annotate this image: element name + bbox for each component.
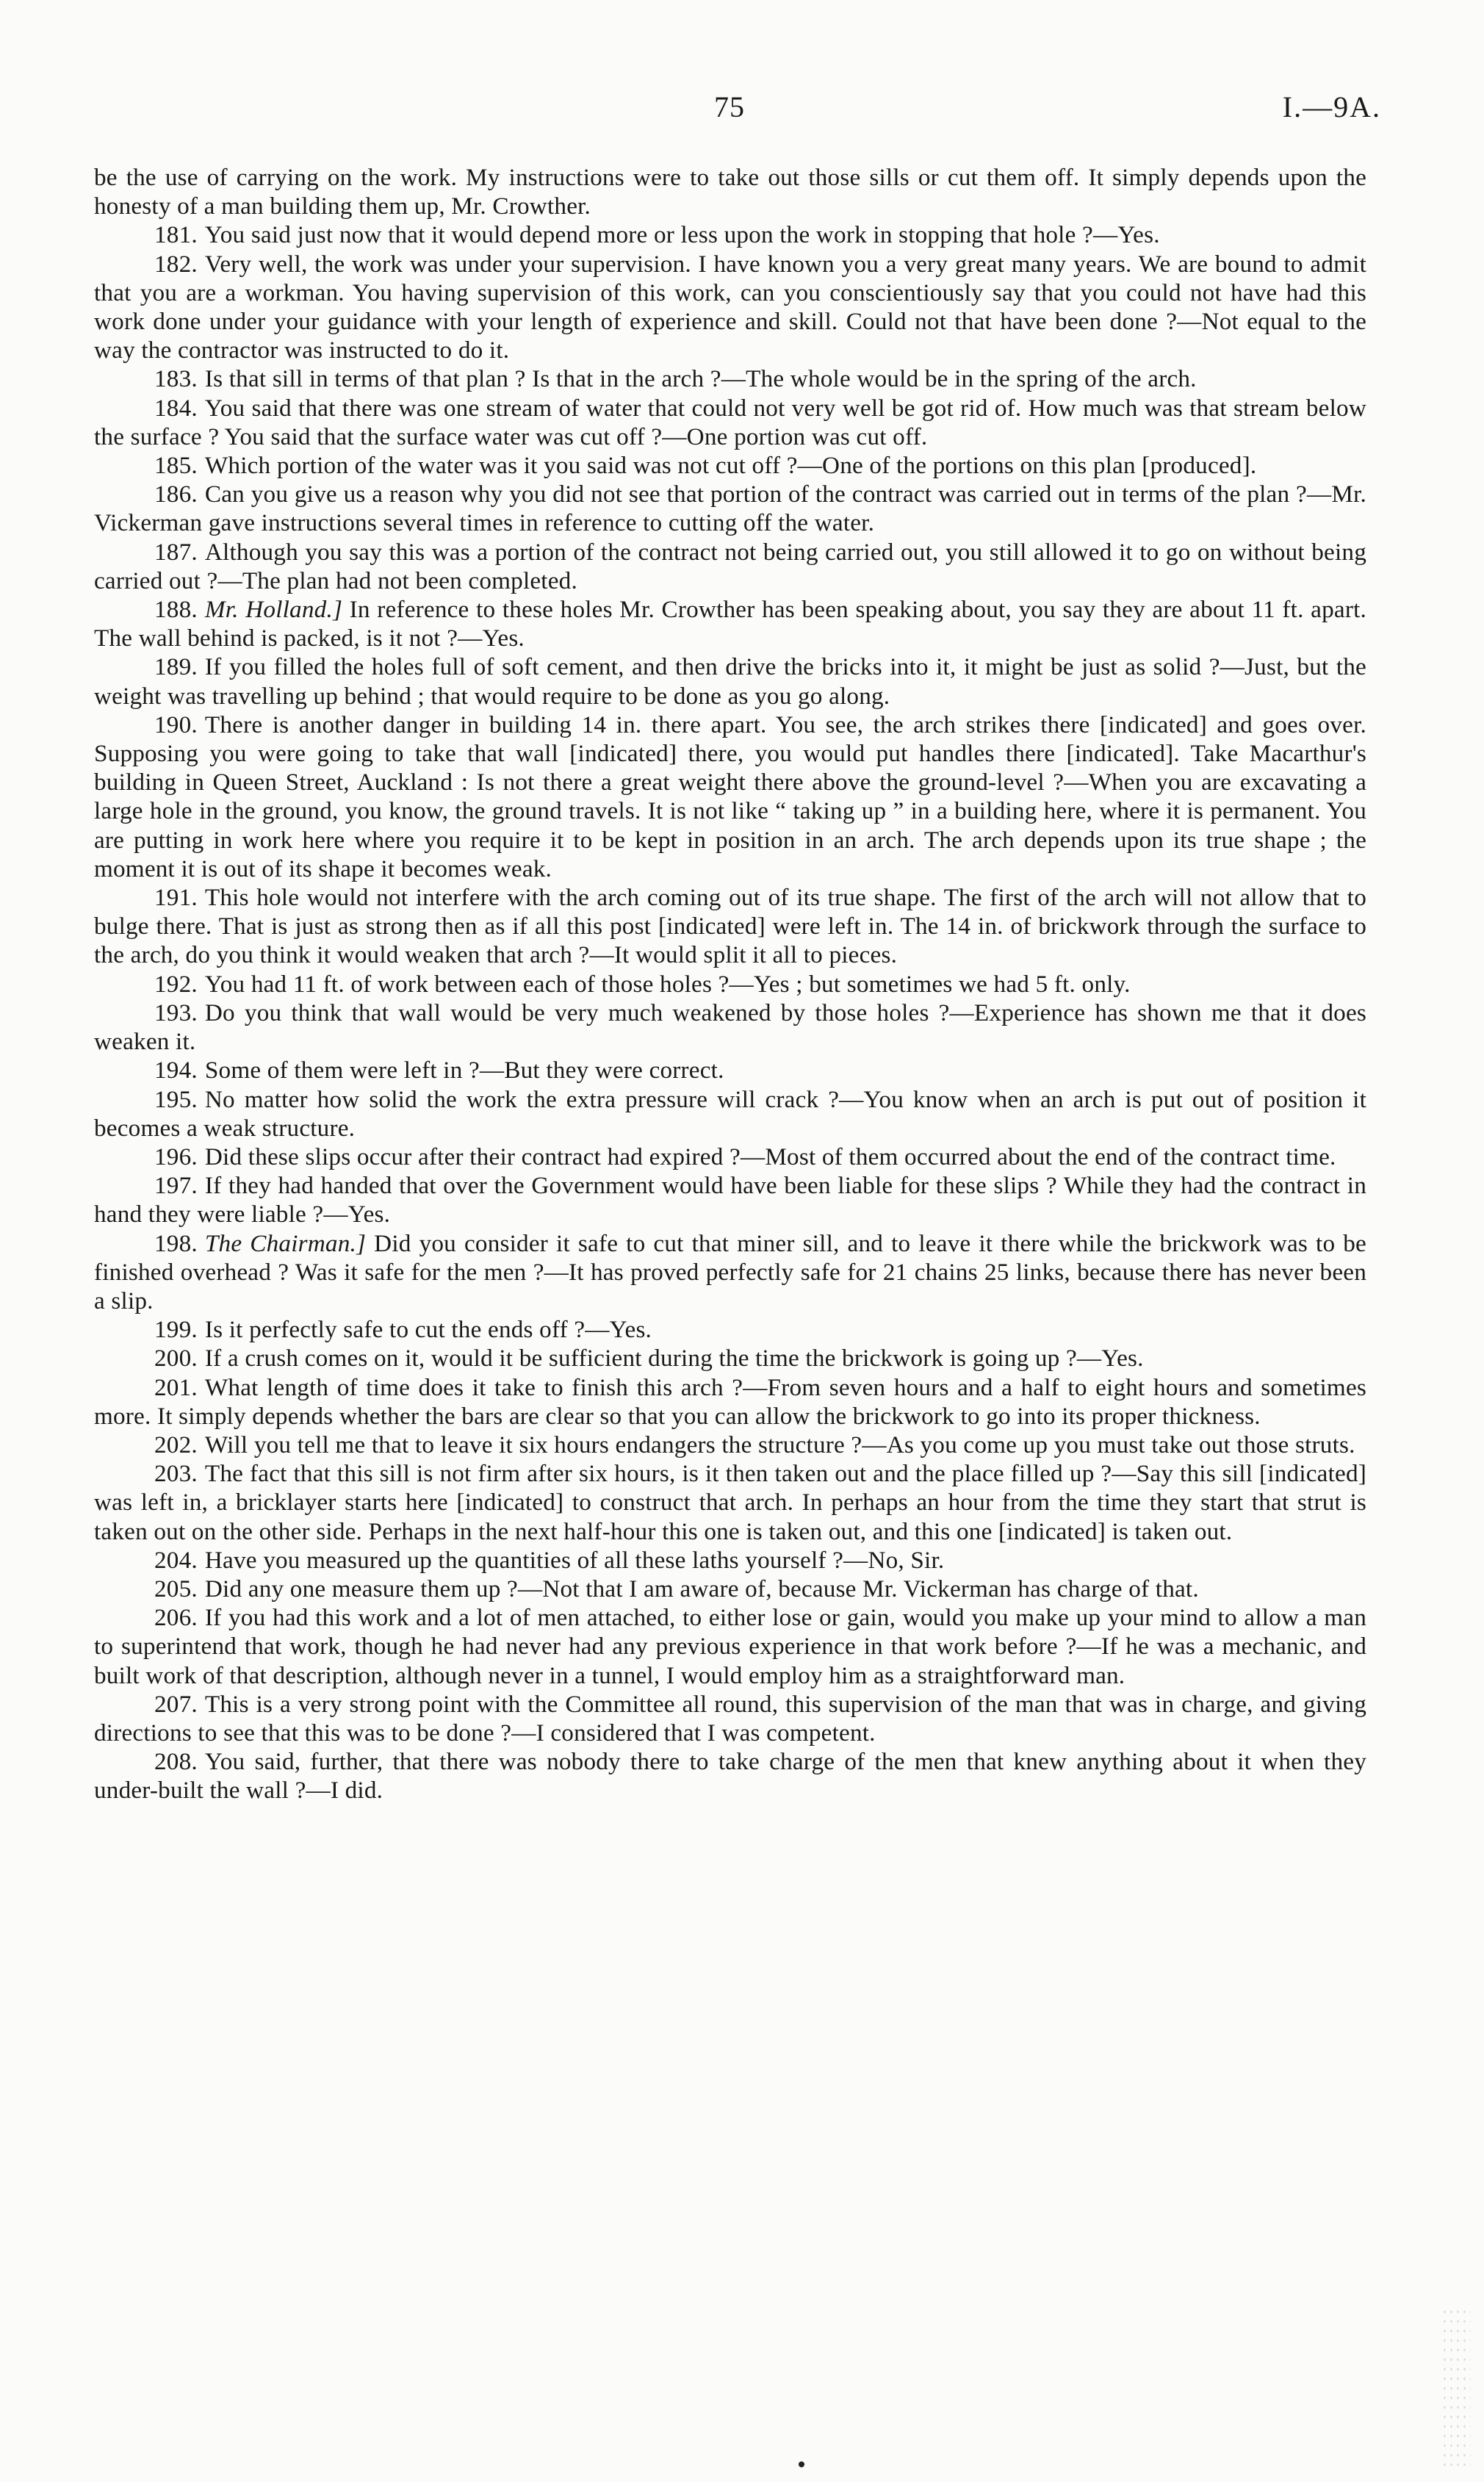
- paragraph-text: Have you measured up the quantities of all these laths yourself ?—No, Sir.: [204, 1546, 945, 1574]
- question-number: 204.: [154, 1546, 198, 1574]
- paragraph-text: Which portion of the water was it you said was not cut off ?—One of the portions on this plan [produced].: [204, 452, 1257, 480]
- question-number: 193.: [154, 999, 198, 1026]
- question-answer-paragraph: [94, 1603, 1366, 1690]
- paragraph-text: Do you think that wall would be very much weakened by those holes ?—Experience has shown me that it does weaken it.: [94, 999, 1366, 1056]
- question-number: 206.: [154, 1604, 198, 1632]
- question-number: 189.: [154, 653, 198, 681]
- question-answer-paragraph: [94, 394, 1366, 451]
- paragraph-text: You said, further, that there was nobody there to take charge of the men that knew anything about it when they under-built the wall ?—I did.: [94, 1748, 1366, 1805]
- question-answer-paragraph: [94, 451, 1366, 480]
- page-number: 75: [714, 90, 745, 123]
- question-number: 194.: [154, 1057, 198, 1084]
- paragraph-text: In reference to these holes Mr. Crowther has been speaking about, you say they are about 11 ft. apart. The wall behind is packed, is it not ?—Yes.: [94, 596, 1366, 652]
- paragraph-text: The fact that this sill is not firm after six hours, is it then taken out and the place filled up ?—Say this sill [indicated] was left in, a bricklayer starts here [indicated] to construct that arch. In perhaps an hour from the time they start that strut is taken out on the other side. Perhaps in the next half-hour this one is taken out, and this one [indicated] is taken out.: [94, 1460, 1366, 1545]
- question-number: 201.: [154, 1373, 198, 1401]
- paragraph-text: What length of time does it take to finish this arch ?—From seven hours and a half to eight hours and sometimes more. It simply depends whether the bars are clear so that you can allow the brickwork to go into its proper thickness.: [94, 1373, 1366, 1430]
- question-number: 198.: [154, 1229, 198, 1257]
- paragraph-text: Did you consider it safe to cut that miner sill, and to leave it there while the brickwork was to be finished overhead ? Was it safe for the men ?—It has proved perfectly safe for 21 chains 25 links, because there has never been a slip.: [94, 1229, 1366, 1314]
- question-answer-paragraph: [94, 1315, 1366, 1344]
- scan-speckle: [1441, 2307, 1471, 2469]
- paragraph-text: You had 11 ft. of work between each of those holes ?—Yes ; but sometimes we had 5 ft. only.: [204, 970, 1131, 998]
- paragraph-text: You said that there was one stream of water that could not very well be got rid of. How much was that stream below the surface ? You said that the surface water was cut off ?—One portion was cut off.: [94, 394, 1366, 450]
- question-number: 200.: [154, 1345, 198, 1373]
- question-number: 181.: [154, 221, 198, 249]
- question-number: 205.: [154, 1575, 198, 1602]
- question-answer-paragraph: [94, 1143, 1366, 1171]
- question-number: 207.: [154, 1690, 198, 1718]
- question-number: 187.: [154, 538, 198, 566]
- question-answer-paragraph: [94, 1459, 1366, 1546]
- paragraph-text: No matter how solid the work the extra pressure will crack ?—You know when an arch is put out of position it becomes a weak structure.: [94, 1085, 1366, 1142]
- paragraph-text: Is that sill in terms of that plan ? Is that in the arch ?—The whole would be in the spring of the arch.: [204, 365, 1197, 393]
- question-answer-paragraph: [94, 1085, 1366, 1143]
- question-answer-paragraph: [94, 652, 1366, 710]
- question-answer-paragraph: [94, 220, 1366, 249]
- question-answer-paragraph: [94, 1546, 1366, 1575]
- question-number: 191.: [154, 884, 198, 912]
- question-number: 199.: [154, 1316, 198, 1344]
- paragraph-text: Did these slips occur after their contract had expired ?—Most of them occurred about the end of the contract time.: [204, 1143, 1336, 1170]
- footer-mark: [799, 2461, 804, 2467]
- question-number: 196.: [154, 1143, 198, 1170]
- question-number: 186.: [154, 481, 198, 508]
- evidence-transcript: [94, 163, 1366, 1805]
- paragraph-text: Although you say this was a portion of the contract not being carried out, you still allowed it to go on without being carried out ?—The plan had not been completed.: [94, 538, 1366, 594]
- paragraph-text: be the use of carrying on the work. My instructions were to take out those sills or cut them off. It simply depends upon the honesty of a man building them up, Mr. Crowther.: [94, 164, 1366, 220]
- question-number: 197.: [154, 1172, 198, 1200]
- question-number: 182.: [154, 250, 198, 278]
- speaker-name: The Chairman.]: [204, 1229, 367, 1257]
- paragraph-text: Will you tell me that to leave it six hours endangers the structure ?—As you come up you must take out those struts.: [204, 1431, 1355, 1458]
- question-number: 183.: [154, 365, 198, 393]
- paragraph-text: This is a very strong point with the Committee all round, this supervision of the man that was in charge, and giving directions to see that this was to be done ?—I considered that I was competent.: [94, 1690, 1366, 1747]
- paragraph-text: There is another danger in building 14 in. there apart. You see, the arch strikes there [indicated] and goes over. Supposing you were going to take that wall [indicated] there, you would put handles there [indicated]. Take Macarthur's building in Queen Street, Auckland : Is not there a great weight there above the ground-level ?—When you are excavating a large hole in the ground, you know, the ground travels. It is not like “ taking up ” in a building here, where it is permanent. You are putting in work here where you require it to be kept in position in an arch. The arch depends upon its true shape ; the moment it is out of its shape it becomes weak.: [94, 711, 1366, 882]
- question-number: 192.: [154, 970, 198, 998]
- paragraph-text: Did any one measure them up ?—Not that I am aware of, because Mr. Vickerman has charge of that.: [204, 1575, 1199, 1602]
- question-answer-paragraph: [94, 1056, 1366, 1084]
- speaker-name: Mr. Holland.]: [204, 596, 343, 624]
- question-number: 190.: [154, 711, 198, 738]
- paragraph-text: If a crush comes on it, would it be sufficient during the time the brickwork is going up ?—Yes.: [204, 1345, 1144, 1373]
- paragraph-text: If you filled the holes full of soft cement, and then drive the bricks into it, it might be just as solid ?—Just, but the weight was travelling up behind ; that would require to be done as you go along.: [94, 653, 1366, 710]
- question-answer-paragraph: [94, 883, 1366, 970]
- question-answer-paragraph: [94, 364, 1366, 393]
- question-number: 195.: [154, 1085, 198, 1113]
- question-answer-paragraph: [94, 480, 1366, 537]
- paragraph-text: Some of them were left in ?—But they were correct.: [204, 1057, 724, 1084]
- paragraph-text: This hole would not interfere with the arch coming out of its true shape. The first of the arch will not allow that to bulge there. That is just as strong then as if all this post [indicated] were left in. The 14 in. of brickwork through the surface to the arch, do you think it would weaken that arch ?—It would split it all to pieces.: [94, 884, 1366, 969]
- question-answer-paragraph: [94, 999, 1366, 1056]
- question-answer-paragraph: [94, 250, 1366, 365]
- question-answer-paragraph: [94, 1171, 1366, 1229]
- question-number: 188.: [154, 596, 198, 624]
- question-answer-paragraph: [94, 711, 1366, 883]
- continued-paragraph: [94, 163, 1366, 220]
- paragraph-text: You said just now that it would depend more or less upon the work in stopping that hole ?—Yes.: [204, 221, 1160, 249]
- question-answer-paragraph: [94, 970, 1366, 999]
- question-number: 184.: [154, 394, 198, 422]
- paragraph-text: Is it perfectly safe to cut the ends off ?—Yes.: [204, 1316, 652, 1344]
- question-number: 203.: [154, 1460, 198, 1488]
- paragraph-text: Very well, the work was under your supervision. I have known you a very great many years. We are bound to admit that you are a workman. You having supervision of this work, can you conscientiously say that you could not have had this work done under your guidance with your length of experience and skill. Could not that have been done ?—Not equal to the way the contractor was instructed to do it.: [94, 250, 1366, 364]
- question-answer-paragraph: [94, 1575, 1366, 1603]
- question-answer-paragraph: [94, 1431, 1366, 1459]
- question-number: 202.: [154, 1431, 198, 1458]
- paragraph-text: If you had this work and a lot of men attached, to either lose or gain, would you make up your mind to allow a man to superintend that work, though he had never had any previous experience in that work before ?—If he was a mechanic, and built work of that description, although never in a tunnel, I would employ him as a straightforward man.: [94, 1604, 1366, 1689]
- page-header: [0, 90, 1484, 134]
- question-answer-paragraph: [94, 1373, 1366, 1431]
- paragraph-text: If they had handed that over the Government would have been liable for these slips ? While they had the contract in hand they were liable ?—Yes.: [94, 1172, 1366, 1229]
- question-answer-paragraph: [94, 595, 1366, 652]
- question-answer-paragraph: [94, 538, 1366, 595]
- question-answer-paragraph: [94, 1229, 1366, 1316]
- question-number: 185.: [154, 452, 198, 480]
- paragraph-text: Can you give us a reason why you did not see that portion of the contract was carried out in terms of the plan ?—Mr. Vickerman gave instructions several times in reference to cutting off the water.: [94, 481, 1366, 537]
- question-answer-paragraph: [94, 1747, 1366, 1805]
- document-reference: I.—9A.: [1282, 90, 1381, 123]
- question-answer-paragraph: [94, 1344, 1366, 1373]
- question-answer-paragraph: [94, 1690, 1366, 1747]
- question-number: 208.: [154, 1748, 198, 1776]
